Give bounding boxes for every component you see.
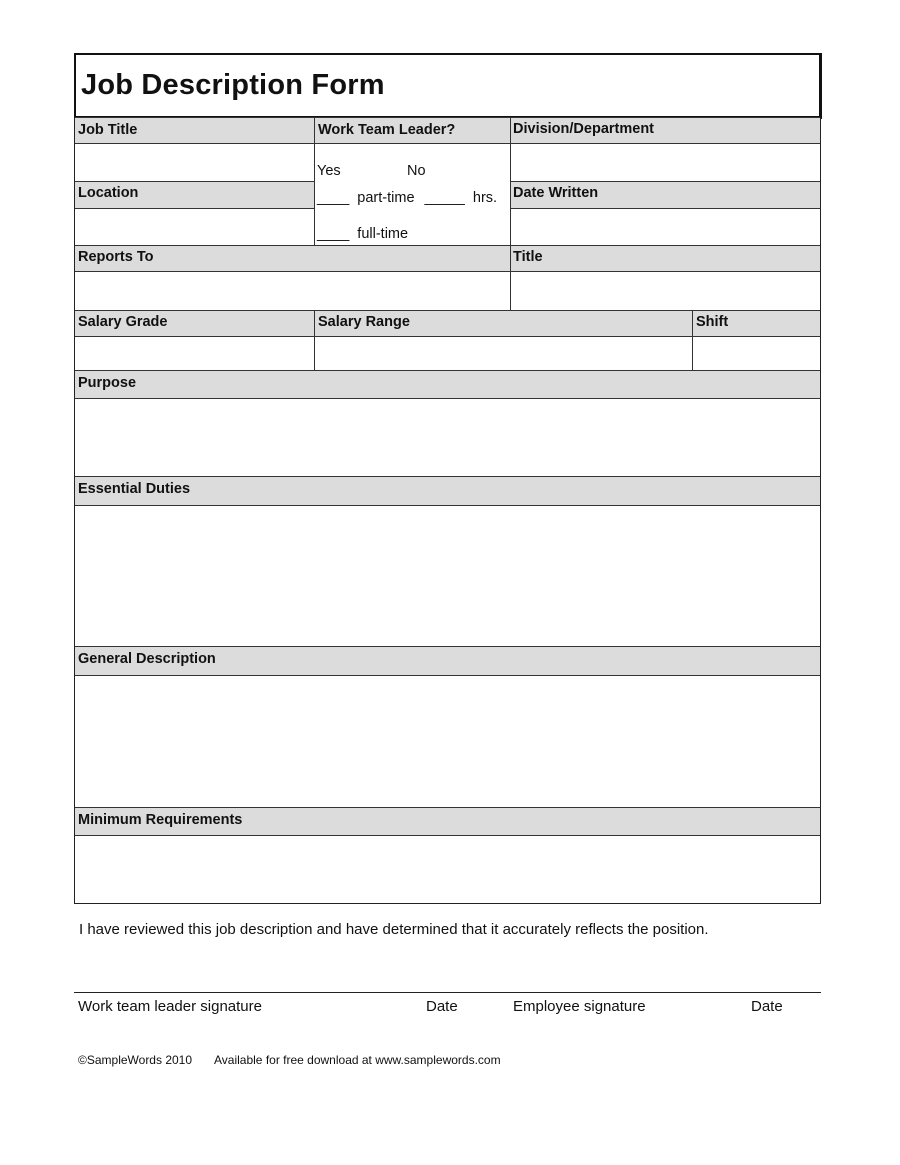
footer-download[interactable]: Available for free download at www.samplewords.com bbox=[214, 1053, 501, 1067]
location-field[interactable] bbox=[75, 209, 314, 245]
hrs-label: hrs. bbox=[472, 190, 498, 206]
title-field[interactable] bbox=[511, 272, 820, 310]
minimum-requirements-field[interactable] bbox=[75, 836, 820, 903]
part-time-label: part-time bbox=[357, 190, 415, 206]
purpose-field[interactable] bbox=[75, 399, 820, 476]
full-time-blank[interactable]: ____ bbox=[317, 226, 350, 242]
job-title-label: Job Title bbox=[78, 122, 138, 138]
yes-option[interactable]: Yes bbox=[317, 163, 341, 179]
work-team-leader-label: Work Team Leader? bbox=[318, 122, 456, 138]
minimum-requirements-header: Minimum Requirements bbox=[75, 807, 820, 836]
purpose-header: Purpose bbox=[75, 370, 820, 399]
employee-date-label[interactable]: Date bbox=[751, 998, 783, 1015]
leader-signature-label[interactable]: Work team leader signature bbox=[78, 998, 262, 1015]
general-description-header: General Description bbox=[75, 646, 820, 676]
shift-label: Shift bbox=[696, 314, 729, 330]
no-option[interactable]: No bbox=[407, 163, 426, 179]
shift-field[interactable] bbox=[693, 337, 820, 370]
location-label: Location bbox=[78, 185, 139, 201]
full-time-label: full-time bbox=[357, 226, 409, 242]
hrs-blank[interactable]: _____ bbox=[424, 190, 465, 206]
part-time-option[interactable] bbox=[317, 190, 497, 206]
divider-v1 bbox=[314, 117, 315, 245]
attestation-text: I have reviewed this job description and have determined that it accurately reflects the position. bbox=[79, 921, 709, 938]
division-department-field[interactable] bbox=[511, 144, 820, 181]
leader-date-label[interactable]: Date bbox=[426, 998, 458, 1015]
divider-v3 bbox=[314, 310, 315, 370]
form-grid bbox=[74, 117, 821, 904]
divider-v4 bbox=[692, 310, 693, 370]
footer-copyright: ©SampleWords 2010 bbox=[78, 1053, 193, 1067]
salary-range-label: Salary Range bbox=[318, 314, 410, 330]
essential-duties-field[interactable] bbox=[75, 506, 820, 646]
salary-range-field[interactable] bbox=[315, 337, 692, 370]
date-written-label: Date Written bbox=[513, 185, 599, 201]
reports-to-field[interactable] bbox=[75, 272, 510, 310]
salary-grade-label: Salary Grade bbox=[78, 314, 168, 330]
full-time-option[interactable] bbox=[317, 226, 408, 242]
divider-v2 bbox=[510, 117, 511, 310]
reports-to-label: Reports To bbox=[78, 249, 154, 265]
employee-signature-label[interactable]: Employee signature bbox=[513, 998, 646, 1015]
date-written-field[interactable] bbox=[511, 209, 820, 245]
salary-grade-field[interactable] bbox=[75, 337, 314, 370]
form-title: Job Description Form bbox=[81, 69, 385, 101]
row3-header-bg bbox=[75, 245, 820, 272]
division-department-label: Division/Department bbox=[513, 121, 654, 137]
form-title-box bbox=[74, 53, 822, 119]
signature-line bbox=[74, 992, 821, 993]
part-time-blank[interactable]: ____ bbox=[317, 190, 350, 206]
essential-duties-header: Essential Duties bbox=[75, 476, 820, 506]
job-title-field[interactable] bbox=[75, 144, 314, 181]
general-description-field[interactable] bbox=[75, 676, 820, 807]
title-label: Title bbox=[513, 249, 543, 265]
